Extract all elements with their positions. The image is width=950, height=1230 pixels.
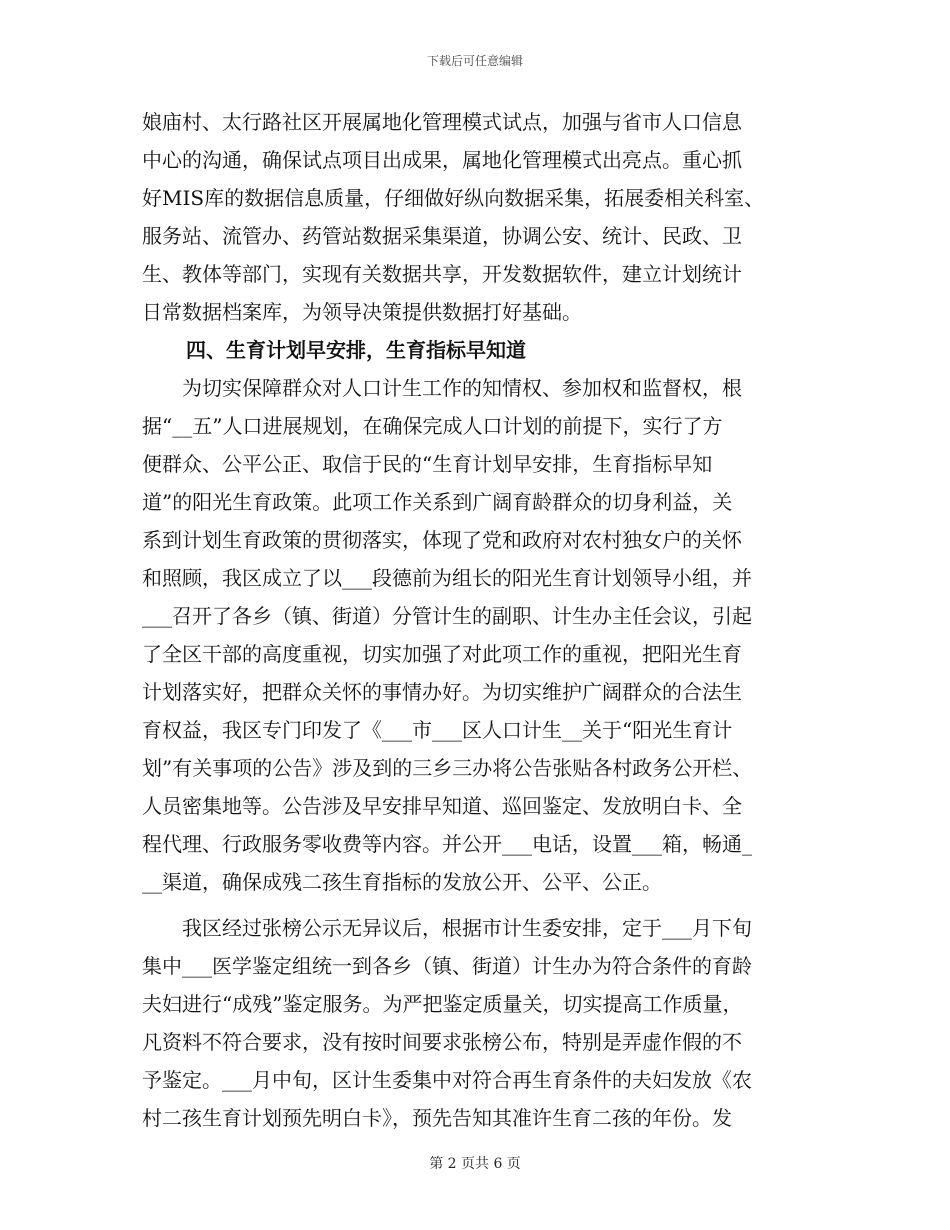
text-line: 服务站、流管办、药管站数据采集渠道，协调公安、统计、民政、卫 — [142, 224, 742, 248]
document-body — [142, 103, 808, 1137]
text-line: 道”的阳光生育政策。此项工作关系到广阔育龄群众的切身利益，关 — [142, 490, 733, 514]
text-line: 好MIS库的数据信息质量，仔细做好纵向数据采集，拓展委相关科室、 — [142, 186, 765, 210]
text-line: 系到计划生育政策的贯彻落实，体现了党和政府对农村独女户的关怀 — [142, 528, 742, 552]
text-line: 予鉴定。___月中旬，区计生委集中对符合再生育条件的夫妇发放《农 — [142, 1068, 752, 1092]
text-line: 程代理、行政服务零收费等内容。并公开___电话，设置___箱，畅通_ — [142, 832, 752, 856]
text-line: 计划落实好，把群众关怀的事情办好。为切实维护广阔群众的合法生 — [142, 680, 742, 704]
paragraph-3 — [142, 909, 808, 1137]
text-line: 夫妇进行“成残”鉴定服务。为严把鉴定质量关，切实提高工作质量， — [142, 992, 743, 1016]
page-header: 下载后可任意编辑 — [426, 54, 523, 68]
text-line: 据“__五”人口进展规划，在确保完成人口计划的前提下，实行了方 — [142, 414, 723, 438]
text-line: 日常数据档案库，为领导决策提供数据打好基础。 — [142, 300, 582, 324]
text-line: __渠道，确保成残二孩生育指标的发放公开、公平、公正。 — [142, 870, 662, 894]
text-line: 娘庙村、太行路社区开展属地化管理模式试点，加强与省市人口信息 — [142, 110, 742, 134]
text-line: 生、教体等部门，实现有关数据共享，开发数据软件，建立计划统计 — [142, 262, 742, 286]
text-line: 中心的沟通，确保试点项目出成果，属地化管理模式出亮点。重心抓 — [142, 148, 742, 172]
text-line: 我区经过张榜公示无异议后，根据市计生委安排，定于___月下旬 — [142, 916, 752, 940]
text-line: ___召开了各乡（镇、街道）分管计生的副职、计生办主任会议，引起 — [142, 604, 752, 628]
text-line: 集中___医学鉴定组统一到各乡（镇、街道）计生办为符合条件的育龄 — [142, 954, 752, 978]
page-footer: 第 2 页共 6 页 — [429, 1156, 521, 1172]
text-line: 人员密集地等。公告涉及早安排早知道、巡回鉴定、发放明白卡、全 — [142, 794, 742, 818]
paragraph-1 — [142, 103, 808, 331]
text-line: 为切实保障群众对人口计生工作的知情权、参加权和监督权，根 — [142, 376, 742, 400]
text-line: 便群众、公平公正、取信于民的“生育计划早安排，生育指标早知 — [142, 452, 713, 476]
text-line: 划”有关事项的公告》涉及到的三乡三办将公告张贴各村政务公开栏、 — [142, 756, 753, 780]
text-line: 了全区干部的高度重视，切实加强了对此项工作的重视，把阳光生育 — [142, 642, 742, 666]
text-line: 和照顾，我区成立了以___段德前为组长的阳光生育计划领导小组，并 — [142, 566, 752, 590]
paragraph-2 — [142, 369, 808, 901]
text-line: 村二孩生育计划预先明白卡》，预先告知其准许生育二孩的年份。发 — [142, 1106, 732, 1130]
text-line: 凡资料不符合要求，没有按时间要求张榜公布，特别是弄虚作假的不 — [142, 1030, 742, 1054]
section-heading: 四、生育计划早安排，生育指标早知道 — [186, 338, 526, 362]
text-line: 育权益，我区专门印发了《___市___区人口计生__关于“阳光生育计 — [142, 718, 733, 742]
